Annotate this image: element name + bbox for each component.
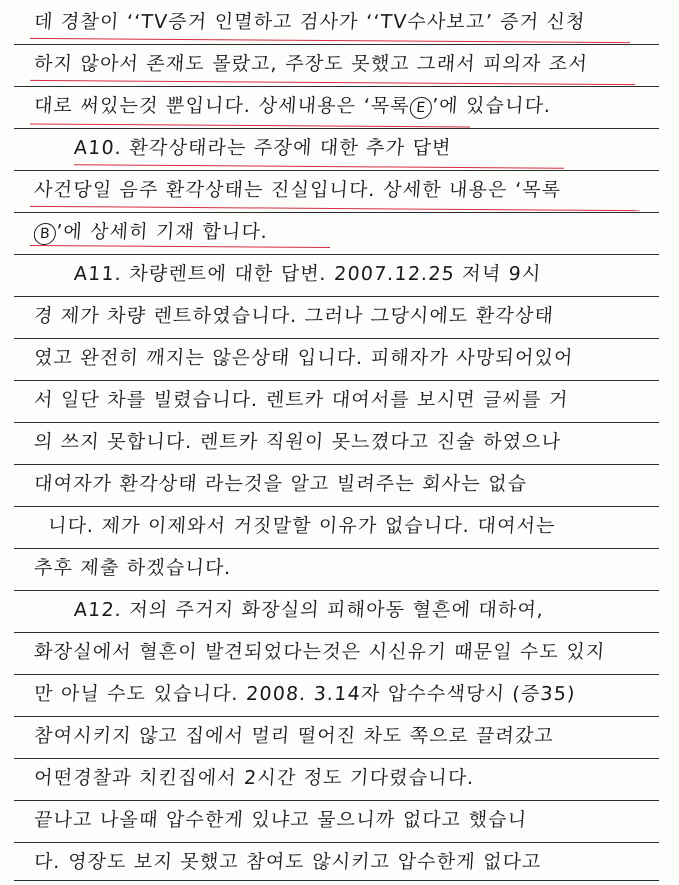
section-heading-a12: A12. 저의 주거지 화장실의 피해아동 혈흔에 대하여, [73, 599, 545, 621]
text-line-19: 어떤경찰과 치킨집에서 2시간 정도 기다렸습니다. [33, 767, 476, 789]
circled-letter-b: B [33, 223, 57, 245]
text-line-21: 다. 영장도 보지 못했고 참여도 않시키고 압수한게 없다고 [33, 851, 543, 873]
text-line-6 [33, 214, 646, 250]
ruled-line [14, 800, 659, 801]
circled-letter-e: E [409, 97, 433, 119]
section-heading-a10: A10. 환각상태라는 주장에 대한 추가 답변 [73, 137, 453, 159]
ruled-line [14, 254, 659, 255]
ruled-line [14, 674, 659, 675]
ruled-line [14, 632, 659, 633]
text-line-3-end: ’에 있습니다. [431, 95, 553, 117]
text-line-16: 화장실에서 혈흔이 발견되었다는것은 시신유기 때문일 수도 있지 [33, 641, 607, 663]
text-line-10: 서 일단 차를 빌렸습니다. 렌트카 대여서를 보시면 글씨를 거 [33, 389, 570, 411]
ruled-line [14, 506, 659, 507]
text-line-6-end: ’에 상세히 기재 합니다. [55, 221, 269, 243]
ruled-line [14, 380, 659, 381]
ruled-line [14, 422, 659, 423]
text-line-9: 였고 완전히 깨지는 않은상태 입니다. 피해자가 사망되어있어 [33, 347, 575, 369]
ruled-line [14, 880, 659, 881]
ruled-line [14, 464, 659, 465]
red-underline [30, 123, 470, 127]
text-line-3 [33, 88, 646, 124]
text-line-14: 추후 제출 하겠습니다. [33, 557, 233, 579]
ruled-line [14, 86, 659, 87]
text-line-12: 대여자가 환각상태 라는것을 알고 빌려주는 회사는 없습 [33, 473, 528, 495]
text-line-11: 의 쓰지 못합니다. 렌트카 직원이 못느꼈다고 진술 하였으나 [33, 431, 562, 453]
ruled-line [14, 296, 659, 297]
text-line-18: 참여시키지 않고 집에서 멀리 떨어진 차도 쪽으로 끌려갔고 [33, 725, 555, 747]
ruled-line [14, 716, 659, 717]
ruled-line [14, 212, 659, 213]
ruled-line [14, 842, 659, 843]
text-line-2: 하지 않아서 존재도 몰랐고, 주장도 못했고 그래서 피의자 조서 [33, 53, 589, 75]
ruled-line [14, 590, 659, 591]
text-line-17: 만 아닐 수도 있습니다. 2008. 3.14자 압수수색당시 (증35) [33, 683, 577, 705]
ruled-line [14, 758, 659, 759]
text-line-3-start: 대로 써있는것 뿐입니다. 상세내용은 ‘목록 [33, 95, 411, 117]
text-line-8: 경 제가 차량 렌트하였습니다. 그러나 그당시에도 환각상태 [33, 305, 555, 327]
ruled-line [14, 128, 659, 129]
ruled-line [14, 548, 659, 549]
ruled-line [14, 338, 659, 339]
section-heading-a11: A11. 차량렌트에 대한 답변. 2007.12.25 저녁 9시 [73, 263, 543, 285]
ruled-line [14, 44, 659, 45]
text-line-13: 니다. 제가 이제와서 거짓말할 이유가 없습니다. 대여서는 [47, 515, 557, 537]
text-line-1: 데 경찰이 ‘‘TV증거 인멸하고 검사가 ‘‘TV수사보고’ 증거 신청 [33, 11, 587, 33]
text-line-20: 끝나고 나올때 압수한게 있냐고 물으니까 없다고 했습니 [33, 809, 528, 831]
ruled-line [14, 170, 659, 171]
text-line-5: 사건당일 음주 환각상태는 진실입니다. 상세한 내용은 ‘목록 [33, 179, 562, 201]
